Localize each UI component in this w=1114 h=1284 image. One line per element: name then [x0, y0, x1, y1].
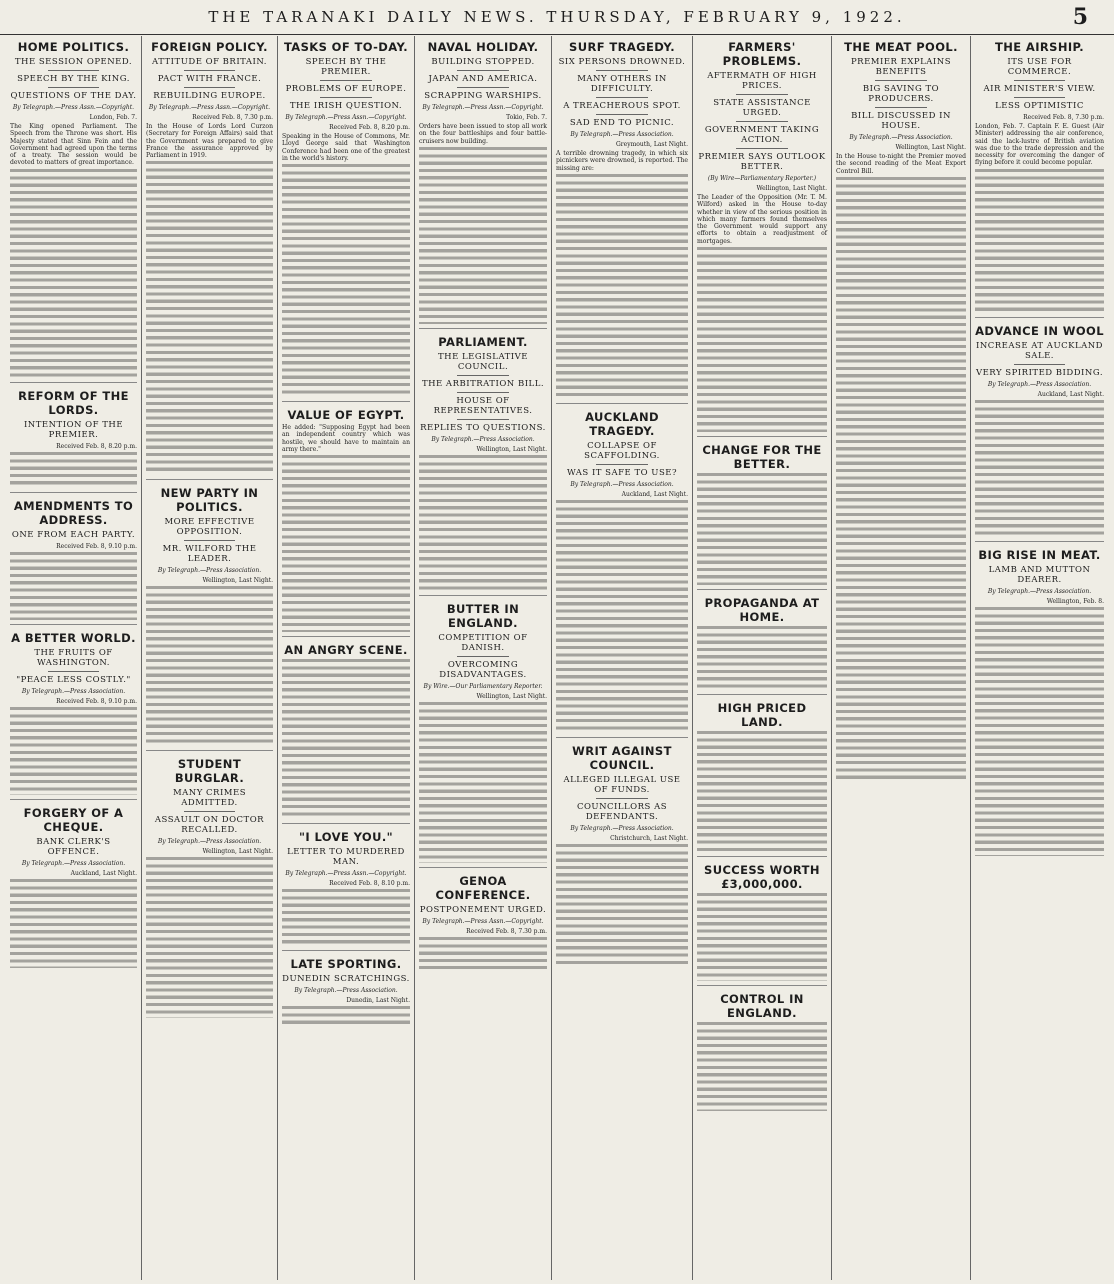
article-dateline: Received Feb. 8, 7.30 p.m.: [466, 927, 547, 935]
article-byline: By Telegraph.—Press Association.: [294, 986, 398, 994]
body-text-lines: [146, 161, 273, 474]
divider-rule: [736, 94, 788, 95]
article-headline: LATE SPORTING.: [290, 956, 402, 971]
column-7: [832, 36, 971, 1280]
article-dateline: Received Feb. 8, 7.30 p.m.: [1023, 114, 1104, 121]
article-byline: By Telegraph.—Press Assn.—Copyright.: [422, 104, 544, 111]
article-subheadline: AIR MINISTER'S VIEW.: [983, 84, 1096, 94]
article-body-text: [146, 857, 273, 1018]
article-byline: By Telegraph.—Press Association.: [157, 566, 262, 574]
article-body-text: [697, 1022, 827, 1110]
article-body-text: [282, 659, 410, 820]
body-text-lines: [10, 879, 137, 967]
article-subheadline: BILL DISCUSSED IN HOUSE.: [851, 111, 951, 131]
article-subheadline: STATE ASSISTANCE URGED.: [713, 98, 811, 118]
article-headline: BIG RISE IN MEAT.: [978, 547, 1101, 562]
article-subheadline: GOVERNMENT TAKING ACTION.: [704, 125, 820, 145]
article-headline: SURF TRAGEDY.: [569, 40, 675, 54]
article-subheadline: THE SESSION OPENED.: [14, 57, 133, 67]
article-body-text: [697, 731, 827, 851]
body-text-lines: [146, 586, 273, 747]
body-text-lines: [10, 707, 137, 795]
body-text-lines: [10, 452, 137, 488]
body-text-lines: [697, 893, 827, 981]
body-text-lines: [556, 844, 688, 964]
article-subheadline: ATTITUDE OF BRITAIN.: [152, 57, 267, 67]
article: [10, 40, 137, 378]
newspaper-title: THE TARANAKI DAILY NEWS. THURSDAY, FEBRUARY 9, 1922.: [208, 8, 906, 26]
article-dateline: Christchurch, Last Night.: [610, 834, 688, 842]
article-body-text: [282, 889, 410, 945]
article-byline: By Telegraph.—Press Assn.—Copyright.: [12, 104, 135, 111]
column-8: [971, 36, 1108, 1280]
column-4: [415, 36, 552, 1280]
article-byline: By Telegraph.—Press Assn.—Copyright.: [422, 917, 544, 925]
article-body-text: [697, 893, 827, 981]
body-text-lines: [10, 169, 137, 378]
article-subheadline: PREMIER EXPLAINS BENEFITS: [850, 57, 952, 77]
article-subheadline: MANY CRIMES ADMITTED.: [172, 788, 247, 809]
article: [697, 40, 827, 432]
body-text-lines: [419, 455, 547, 592]
article-subheadline: JAPAN AND AMERICA.: [428, 74, 538, 84]
article-headline: FOREIGN POLICY.: [151, 40, 268, 54]
body-text-lines: [975, 400, 1104, 537]
article-byline: By Telegraph.—Press Assn.—Copyright.: [148, 104, 271, 111]
article-subheadline: MR. WILFORD THE LEADER.: [162, 543, 257, 564]
column-5: [552, 36, 693, 1280]
divider-rule: [184, 70, 235, 71]
article-headline: VALUE OF EGYPT.: [287, 408, 405, 423]
article-lead-text: Speaking in the House of Commons, Mr. Lloyd George said that Washington Conference had been one of the greatest in the world's history.: [282, 133, 410, 162]
article-headline: HOME POLITICS.: [17, 40, 130, 54]
divider-rule: [875, 80, 927, 81]
article-subheadline: THE LEGISLATIVE COUNCIL.: [438, 351, 528, 372]
article-body-text: [556, 500, 688, 733]
article-body-text: [282, 455, 410, 632]
newspaper-columns: [6, 36, 1108, 1280]
article-subheadline: PROBLEMS OF EUROPE.: [285, 84, 407, 94]
article-byline: By Telegraph.—Press Association.: [987, 587, 1092, 595]
article-subheadline: HOUSE OF REPRESENTATIVES.: [433, 395, 533, 416]
divider-rule: [457, 87, 508, 88]
divider-rule: [320, 80, 371, 81]
article: [697, 694, 827, 851]
article-headline: NEW PARTY IN POLITICS.: [160, 485, 259, 514]
article-dateline: Tokio, Feb. 7.: [506, 114, 547, 121]
article: [419, 40, 547, 324]
divider-rule: [736, 121, 788, 122]
article-headline: AN ANGRY SCENE.: [284, 642, 408, 657]
article-body-text: [419, 147, 547, 324]
article-subheadline: MORE EFFECTIVE OPPOSITION.: [164, 516, 255, 537]
article: [146, 750, 273, 1018]
article-subheadline: ONE FROM EACH PARTY.: [11, 529, 136, 540]
article-byline: By Telegraph.—Press Assn.—Copyright.: [285, 870, 407, 878]
article-subheadline: COLLAPSE OF SCAFFOLDING.: [584, 440, 660, 461]
article-dateline: Wellington, Last Night.: [476, 693, 547, 701]
article-body-text: [697, 473, 827, 585]
article-subheadline: MANY OTHERS IN DIFFICULTY.: [577, 74, 667, 94]
article-body-text: [975, 607, 1104, 856]
article: [697, 589, 827, 690]
divider-rule: [320, 97, 371, 98]
article-subheadline: COUNCILLORS AS DEFENDANTS.: [576, 801, 668, 822]
article-subheadline: REPLIES TO QUESTIONS.: [420, 422, 546, 433]
article-headline: A BETTER WORLD.: [11, 630, 136, 645]
article: [975, 40, 1104, 313]
article-dateline: Received Feb. 8, 7.30 p.m.: [192, 114, 273, 121]
article-subheadline: THE FRUITS OF WASHINGTON.: [34, 647, 113, 668]
article-headline: STUDENT BURGLAR.: [174, 757, 245, 786]
divider-rule: [596, 464, 649, 465]
body-text-lines: [975, 607, 1104, 856]
article: [282, 950, 410, 1026]
body-text-lines: [697, 247, 827, 432]
article-body-text: [282, 1006, 410, 1026]
article: [282, 40, 410, 397]
article-subheadline: THE ARBITRATION BILL.: [421, 378, 545, 389]
article: [282, 401, 410, 632]
article-body-text: [975, 169, 1104, 314]
article-body-text: [10, 452, 137, 488]
article-subheadline: VERY SPIRITED BIDDING.: [975, 368, 1104, 379]
article-subheadline: LAMB AND MUTTON DEARER.: [988, 564, 1091, 585]
divider-rule: [457, 392, 508, 393]
article-byline: By Wire.—Our Parliamentary Reporter.: [423, 683, 543, 691]
article-body-text: [697, 247, 827, 432]
article: [556, 403, 688, 733]
article-byline: By Telegraph.—Press Assn.—Copyright.: [285, 114, 407, 121]
article: [282, 823, 410, 945]
divider-rule: [457, 419, 508, 420]
article-headline: THE MEAT POOL.: [844, 40, 958, 54]
article-dateline: Received Feb. 8, 8.20 p.m.: [329, 124, 410, 131]
article-headline: FARMERS' PROBLEMS.: [722, 40, 802, 68]
body-text-lines: [556, 174, 688, 399]
article-subheadline: SPEECH BY THE PREMIER.: [305, 57, 387, 77]
article-subheadline: QUESTIONS OF THE DAY.: [10, 91, 137, 101]
article-body-text: [10, 707, 137, 795]
article-dateline: Received Feb. 8, 9.10 p.m.: [56, 697, 137, 705]
article: [697, 436, 827, 585]
article-headline: GENOA CONFERENCE.: [435, 873, 531, 902]
article-dateline: Wellington, Last Night.: [202, 576, 273, 584]
column-2: [142, 36, 278, 1280]
article-headline: PARLIAMENT.: [438, 334, 528, 349]
article-subheadline: THE IRISH QUESTION.: [289, 101, 403, 111]
article-subheadline: "PEACE LESS COSTLY.": [16, 674, 131, 685]
article-dateline: Wellington, Last Night.: [476, 445, 547, 453]
article: [975, 317, 1104, 537]
article-headline: REFORM OF THE LORDS.: [18, 388, 129, 417]
article-body-text: [975, 400, 1104, 537]
article-byline: (By Wire—Parliamentary Reporter.): [707, 175, 817, 182]
body-text-lines: [146, 857, 273, 1018]
article-byline: By Telegraph.—Press Association.: [21, 687, 126, 695]
article-headline: HIGH PRICED LAND.: [717, 701, 807, 730]
article-body-text: [556, 844, 688, 964]
article-dateline: Received Feb. 8, 8.20 p.m.: [56, 442, 137, 450]
article-subheadline: POSTPONEMENT URGED.: [419, 904, 547, 915]
article-lead-text: In the House to-night the Premier moved the second reading of the Meat Export Control Bill.: [836, 153, 966, 175]
article-byline: By Telegraph.—Press Association.: [21, 860, 126, 868]
article: [10, 382, 137, 488]
divider-rule: [457, 70, 508, 71]
article-subheadline: COMPETITION OF DANISH.: [438, 633, 528, 654]
article-lead-text: Orders have been issued to stop all work on the four battleships and four battle-cruisers now building.: [419, 123, 547, 145]
article-subheadline: SIX PERSONS DROWNED.: [558, 57, 686, 67]
divider-rule: [736, 148, 788, 149]
body-text-lines: [419, 702, 547, 863]
divider-rule: [184, 540, 235, 541]
article-lead-text: In the House of Lords Lord Curzon (Secretary for Foreign Affairs) said that the Government was prepared to give France the assurance approved by Parliament in 1919.: [146, 123, 273, 160]
article-subheadline: BIG SAVING TO PRODUCERS.: [862, 84, 940, 104]
article-headline: THE AIRSHIP.: [994, 40, 1085, 54]
article-headline: "I LOVE YOU.": [298, 830, 393, 845]
divider-rule: [48, 70, 99, 71]
article-headline: CHANGE FOR THE BETTER.: [702, 442, 822, 471]
article-subheadline: REBUILDING EUROPE.: [153, 91, 266, 101]
column-3: [278, 36, 415, 1280]
article-lead-text: The King opened Parliament. The Speech from the Throne was short. His Majesty stated that Sinn Fein and the Government had agreed upon the terms of a treaty. The session would be devoted to matters of great importance.: [10, 123, 137, 167]
article-byline: By Telegraph.—Press Association.: [570, 480, 674, 488]
article-body-text: [10, 552, 137, 620]
article-subheadline: INTENTION OF THE PREMIER.: [23, 419, 124, 440]
divider-rule: [875, 107, 927, 108]
page-number: 5: [1072, 4, 1088, 30]
article-dateline: Wellington, Last Night.: [895, 144, 966, 151]
article-dateline: Wellington, Last Night.: [202, 848, 273, 856]
article-byline: By Telegraph.—Press Association.: [157, 838, 262, 846]
article-headline: SUCCESS WORTH £3,000,000.: [704, 862, 820, 891]
body-text-lines: [282, 889, 410, 945]
divider-rule: [184, 87, 235, 88]
divider-rule: [184, 811, 235, 812]
article: [975, 541, 1104, 856]
divider-rule: [1014, 80, 1066, 81]
article: [836, 40, 966, 779]
article-subheadline: LESS OPTIMISTIC: [995, 101, 1084, 111]
article-body-text: [419, 937, 547, 969]
article-dateline: Dunedin, Last Night.: [346, 996, 410, 1004]
body-text-lines: [697, 731, 827, 851]
article: [419, 867, 547, 969]
body-text-lines: [10, 552, 137, 620]
body-text-lines: [836, 177, 966, 779]
divider-rule: [596, 114, 649, 115]
article-dateline: Received Feb. 8, 9.10 p.m.: [56, 542, 137, 550]
article-byline: By Telegraph.—Press Association.: [570, 824, 674, 832]
article: [10, 799, 137, 967]
article: [146, 479, 273, 747]
body-text-lines: [282, 455, 410, 632]
article-dateline: London, Feb. 7.: [89, 114, 137, 121]
body-text-lines: [282, 659, 410, 820]
divider-rule: [1014, 97, 1066, 98]
article-byline: By Telegraph.—Press Association.: [987, 381, 1092, 389]
article-subheadline: ASSAULT ON DOCTOR RECALLED.: [154, 815, 265, 836]
article-headline: AUCKLAND TRAGEDY.: [585, 409, 659, 438]
body-text-lines: [697, 473, 827, 585]
article-body-text: [419, 702, 547, 863]
article-dateline: Wellington, Last Night.: [756, 185, 827, 192]
article-lead-text: London, Feb. 7. Captain F. E. Guest (Air Minister) addressing the air conference, said the lack-lustre of British aviation was due to the trade depression and the necessity for overcoming the danger of flying before it could become popular.: [975, 123, 1104, 167]
article-byline: By Telegraph.—Press Association.: [570, 131, 674, 138]
article-subheadline: SAD END TO PICNIC.: [569, 118, 675, 128]
body-text-lines: [282, 164, 410, 397]
body-text-lines: [556, 500, 688, 733]
body-text-lines: [697, 626, 827, 690]
article: [697, 985, 827, 1110]
article: [419, 328, 547, 592]
article-dateline: Auckland, Last Night.: [621, 490, 688, 498]
article-body-text: [836, 177, 966, 779]
article-lead-text: A terrible drowning tragedy, in which six picnickers were drowned, is reported. The missing are:: [556, 150, 688, 172]
article-subheadline: PREMIER SAYS OUTLOOK BETTER.: [698, 152, 826, 172]
article-subheadline: SPEECH BY THE KING.: [17, 74, 130, 84]
divider-rule: [48, 87, 99, 88]
body-text-lines: [419, 937, 547, 969]
article-dateline: Auckland, Last Night.: [70, 870, 137, 878]
body-text-lines: [282, 1006, 410, 1026]
article-subheadline: BUILDING STOPPED.: [431, 57, 535, 67]
body-text-lines: [975, 169, 1104, 314]
article: [10, 492, 137, 620]
article: [697, 856, 827, 981]
article-body-text: [282, 164, 410, 397]
article-body-text: [419, 455, 547, 592]
article: [556, 737, 688, 964]
article-headline: CONTROL IN ENGLAND.: [720, 992, 804, 1021]
divider-rule: [596, 70, 649, 71]
article-subheadline: SCRAPPING WARSHIPS.: [424, 91, 542, 101]
article-body-text: [10, 169, 137, 378]
column-1: [6, 36, 142, 1280]
divider-rule: [457, 656, 508, 657]
divider-rule: [457, 375, 508, 376]
article-headline: ADVANCE IN WOOL: [975, 324, 1104, 339]
divider-rule: [48, 671, 99, 672]
article-subheadline: PACT WITH FRANCE.: [157, 74, 262, 84]
article: [282, 636, 410, 820]
article-dateline: Auckland, Last Night.: [1037, 391, 1104, 399]
article-subheadline: AFTERMATH OF HIGH PRICES.: [707, 71, 817, 91]
article-subheadline: A TREACHEROUS SPOT.: [563, 101, 681, 111]
body-text-lines: [419, 147, 547, 324]
article: [556, 40, 688, 399]
article-subheadline: WAS IT SAFE TO USE?: [566, 467, 678, 478]
article-headline: FORGERY OF A CHEQUE.: [23, 806, 124, 835]
article: [146, 40, 273, 475]
article: [10, 624, 137, 795]
article-subheadline: DUNEDIN SCRATCHINGS.: [282, 973, 410, 984]
article-headline: NAVAL HOLIDAY.: [427, 40, 539, 54]
article-headline: PROPAGANDA AT HOME.: [704, 596, 820, 625]
article-body-text: [697, 626, 827, 690]
article-subheadline: BANK CLERK'S OFFENCE.: [36, 837, 111, 858]
body-text-lines: [697, 1022, 827, 1110]
article-subheadline: INCREASE AT AUCKLAND SALE.: [975, 341, 1103, 362]
article-body-text: [556, 174, 688, 399]
article: [419, 595, 547, 863]
masthead: [0, 0, 1114, 35]
article-dateline: Wellington, Feb. 8.: [1046, 597, 1104, 605]
article-body-text: [146, 586, 273, 747]
column-6: [693, 36, 832, 1280]
article-headline: TASKS OF TO-DAY.: [283, 40, 409, 54]
article-body-text: [146, 161, 273, 474]
article-dateline: Received Feb. 8, 8.10 p.m.: [329, 880, 410, 888]
article-headline: WRIT AGAINST COUNCIL.: [572, 743, 672, 772]
article-lead-text: He added: "Supposing Egypt had been an independent country which was hostile, we should have to maintain an army there.": [282, 424, 410, 453]
article-subheadline: LETTER TO MURDERED MAN.: [287, 847, 405, 868]
article-dateline: Greymouth, Last Night.: [615, 141, 688, 148]
divider-rule: [1014, 364, 1066, 365]
article-subheadline: OVERCOMING DISADVANTAGES.: [439, 660, 527, 681]
article-subheadline: ITS USE FOR COMMERCE.: [1007, 57, 1072, 77]
divider-rule: [596, 798, 649, 799]
article-body-text: [10, 879, 137, 967]
article-subheadline: ALLEGED ILLEGAL USE OF FUNDS.: [563, 774, 681, 795]
article-headline: AMENDMENTS TO ADDRESS.: [13, 498, 134, 527]
article-lead-text: The Leader of the Opposition (Mr. T. M. Wilford) asked in the House to-day whether in view of the serious position in which many farmers found themselves the Government would support any efforts to obtain a readjustment of mortgages.: [697, 194, 827, 245]
article-byline: By Telegraph.—Press Association.: [431, 435, 535, 443]
divider-rule: [596, 97, 649, 98]
article-headline: BUTTER IN ENGLAND.: [446, 602, 520, 631]
article-byline: By Telegraph.—Press Association.: [849, 134, 953, 141]
